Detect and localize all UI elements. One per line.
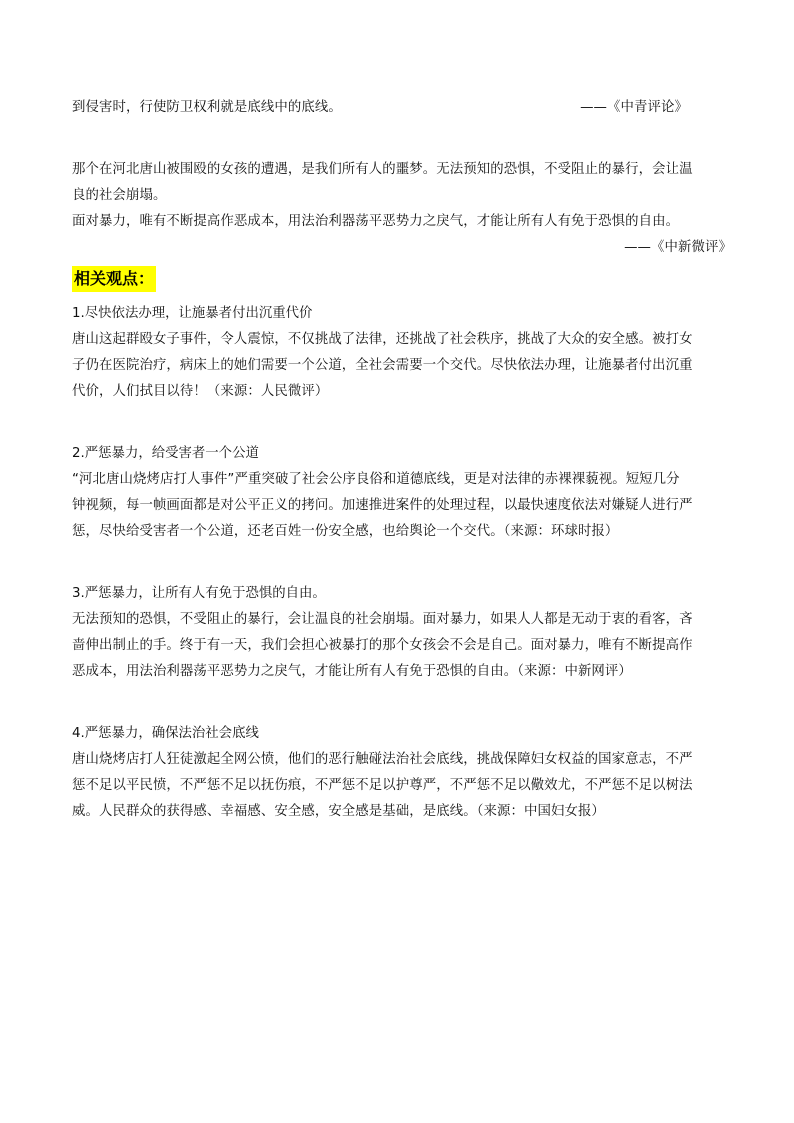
point-body-line: 钟视频，每一帧画面都是对公平正义的拷问。加速推进案件的处理过程，以最快速度依法对嫌疑人进行严 <box>72 498 693 513</box>
point-body-line: “河北唐山烧烤店打人事件”严重突破了社会公序良俗和道德底线，更是对法律的赤裸裸藐视。短短几分 <box>72 472 680 487</box>
point-title: 2.严惩暴力，给受害者一个公道 <box>72 446 259 461</box>
intro-line-1-text: 到侵害时，行使防卫权利就是底线中的底线。 <box>72 100 342 115</box>
section-heading: 相关观点： <box>72 266 156 292</box>
spacer <box>72 685 732 721</box>
point-title: 4.严惩暴力，确保法治社会底线 <box>72 726 259 741</box>
spacer <box>72 545 732 581</box>
point-body-line: 唐山烧烤店打人狂徒激起全网公愤，他们的恶行触碰法治社会底线，挑战保障妇女权益的国家意志，不严 <box>72 752 693 767</box>
intro-paragraph-line: 面对暴力，唯有不断提高作恶成本，用法治利器荡平恶势力之戾气，才能让所有人有免于恐惧的自由。 <box>72 214 680 229</box>
intro-line-1-source: ——《中青评论》 <box>580 100 688 115</box>
intro-paragraph-source: ——《中新微评》 <box>624 240 732 255</box>
point-body-line: 子仍在医院治疗，病床上的她们需要一个公道，全社会需要一个交代。尽快依法办理，让施暴者付出沉重 <box>72 358 693 373</box>
point-block <box>72 301 732 405</box>
point-title: 1.尽快依法办理，让施暴者付出沉重代价 <box>72 306 313 321</box>
point-block <box>72 581 732 685</box>
spacer <box>72 121 732 157</box>
document-page <box>72 95 732 825</box>
point-body-line: 无法预知的恐惧，不受阻止的暴行，会让温良的社会崩塌。面对暴力，如果人人都是无动于衷的看客，吝 <box>72 612 693 627</box>
point-body-line: 恶成本，用法治利器荡平恶势力之戾气，才能让所有人有免于恐惧的自由。（来源：中新网评） <box>72 664 632 679</box>
point-block <box>72 441 732 545</box>
point-block <box>72 721 732 825</box>
intro-line-1 <box>72 95 732 121</box>
intro-paragraph-line: 良的社会崩塌。 <box>72 188 167 203</box>
point-title: 3.严惩暴力，让所有人有免于恐惧的自由。 <box>72 586 326 601</box>
point-body-line: 代价，人们拭目以待！（来源：人民微评） <box>72 384 329 399</box>
point-body-line: 惩，尽快给受害者一个公道，还老百姓一份安全感，也给舆论一个交代。（来源：环球时报） <box>72 524 619 539</box>
point-body-line: 啬伸出制止的手。终于有一天，我们会担心被暴打的那个女孩会不会是自己。面对暴力，唯有不断提高作 <box>72 638 693 653</box>
spacer <box>72 405 732 441</box>
section-heading-row <box>72 261 732 297</box>
point-body-line: 惩不足以平民愤，不严惩不足以抚伤痕，不严惩不足以护尊严，不严惩不足以儆效尤，不严惩不足以树法 <box>72 778 693 793</box>
point-body-line: 威。人民群众的获得感、幸福感、安全感，安全感是基础，是底线。（来源：中国妇女报） <box>72 804 605 819</box>
intro-paragraph-line: 那个在河北唐山被围殴的女孩的遭遇，是我们所有人的噩梦。无法预知的恐惧，不受阻止的暴行，会让温 <box>72 162 693 177</box>
point-body-line: 唐山这起群殴女子事件，令人震惊，不仅挑战了法律，还挑战了社会秩序，挑战了大众的安全感。被打女 <box>72 332 693 347</box>
